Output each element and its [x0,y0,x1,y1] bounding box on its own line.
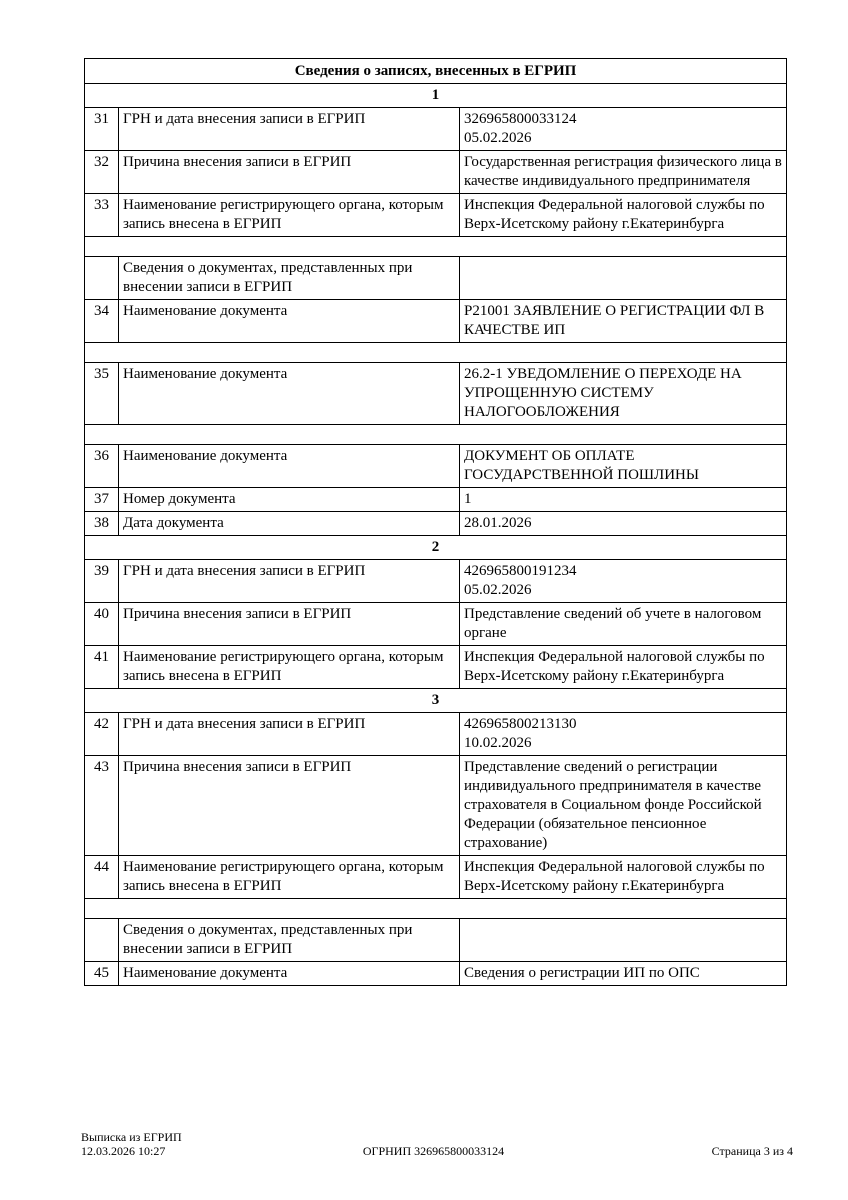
value-line: 05.02.2026 [464,582,532,598]
footer-datetime: 12.03.2026 10:27 [81,1144,166,1158]
table-row [85,300,787,343]
row-number-cell: 37 [85,488,119,512]
value-line: Р21001 ЗАЯВЛЕНИЕ О РЕГИСТРАЦИИ ФЛ В КАЧЕСТВЕ ИП [464,303,765,338]
row-label-cell: Наименование регистрирующего органа, которым запись внесена в ЕГРИП [119,646,460,689]
row-value-cell [460,300,787,343]
record-section-row [85,536,787,560]
row-label-cell: ГРН и дата внесения записи в ЕГРИП [119,713,460,756]
table-row [85,108,787,151]
value-line: Инспекция Федеральной налоговой службы по Верх-Исетскому району г.Екатеринбурга [464,649,765,684]
value-line: ДОКУМЕНТ ОБ ОПЛАТЕ ГОСУДАРСТВЕННОЙ ПОШЛИНЫ [464,448,699,483]
row-label-cell: Наименование регистрирующего органа, которым запись внесена в ЕГРИП [119,856,460,899]
table-title: Сведения о записях, внесенных в ЕГРИП [85,59,787,84]
row-number-cell: 35 [85,363,119,425]
row-value-cell [460,856,787,899]
value-line: Представление сведений об учете в налоговом органе [464,606,762,641]
table-row [85,194,787,237]
row-value-cell [460,962,787,986]
row-value-cell [460,363,787,425]
row-label-cell: Причина внесения записи в ЕГРИП [119,151,460,194]
row-number-cell: 40 [85,603,119,646]
row-number-cell: 43 [85,756,119,856]
row-label-cell: ГРН и дата внесения записи в ЕГРИП [119,560,460,603]
value-line: 1 [464,491,472,507]
value-line: 426965800213130 [464,716,577,732]
table-row [85,560,787,603]
row-value-cell [460,194,787,237]
row-number-cell: 38 [85,512,119,536]
value-line: 26.2-1 УВЕДОМЛЕНИЕ О ПЕРЕХОДЕ НА УПРОЩЕННУЮ СИСТЕМУ НАЛОГООБЛОЖЕНИЯ [464,366,742,420]
table-row [85,756,787,856]
footer-doc-type: Выписка из ЕГРИП [81,1130,182,1144]
row-number-cell: 33 [85,194,119,237]
value-line: Государственная регистрация физического лица в качестве индивидуального предпринимателя [464,154,782,189]
row-value-cell [460,512,787,536]
spacer-cell [85,343,787,363]
table-row [85,646,787,689]
table-row [85,856,787,899]
row-number-cell: 45 [85,962,119,986]
record-section-number: 2 [85,536,787,560]
row-number-cell: 31 [85,108,119,151]
row-label-cell: Наименование документа [119,962,460,986]
row-label-cell: Причина внесения записи в ЕГРИП [119,603,460,646]
row-value-cell [460,108,787,151]
row-value-cell [460,445,787,488]
row-value-cell [460,713,787,756]
row-label-cell: Причина внесения записи в ЕГРИП [119,756,460,856]
row-number-cell: 44 [85,856,119,899]
row-number-cell: 34 [85,300,119,343]
table-row [85,363,787,425]
row-value-cell [460,919,787,962]
record-section-row [85,689,787,713]
table-row [85,257,787,300]
row-label-cell: Наименование документа [119,445,460,488]
table-row [85,512,787,536]
value-line: 28.01.2026 [464,515,532,531]
value-line: 426965800191234 [464,563,577,579]
row-label-cell: Дата документа [119,512,460,536]
spacer-cell [85,425,787,445]
value-line: Сведения о регистрации ИП по ОПС [464,965,700,981]
row-label-cell: Сведения о документах, представленных при внесении записи в ЕГРИП [119,257,460,300]
row-label-cell: Сведения о документах, представленных при внесении записи в ЕГРИП [119,919,460,962]
table-row [85,445,787,488]
table-row [85,919,787,962]
value-line: 05.02.2026 [464,130,532,146]
row-label-cell: Наименование документа [119,300,460,343]
row-value-cell [460,603,787,646]
egrip-records-table [84,58,787,986]
row-number-cell [85,919,119,962]
spacer-row [85,899,787,919]
record-section-number: 3 [85,689,787,713]
table-row [85,713,787,756]
row-number-cell: 39 [85,560,119,603]
table-title-row [85,59,787,84]
footer-page-number: Страница 3 из 4 [711,1144,793,1158]
spacer-cell [85,899,787,919]
row-number-cell: 36 [85,445,119,488]
row-value-cell [460,646,787,689]
record-section-row [85,84,787,108]
value-line: 326965800033124 [464,111,577,127]
row-label-cell: ГРН и дата внесения записи в ЕГРИП [119,108,460,151]
row-number-cell: 32 [85,151,119,194]
row-number-cell: 42 [85,713,119,756]
table-row [85,603,787,646]
table-row [85,151,787,194]
row-value-cell [460,151,787,194]
footer-ogrnip: ОГРНИП 326965800033124 [362,1144,505,1158]
row-number-cell [85,257,119,300]
row-label-cell: Наименование регистрирующего органа, которым запись внесена в ЕГРИП [119,194,460,237]
spacer-row [85,343,787,363]
spacer-row [85,237,787,257]
value-line: Инспекция Федеральной налоговой службы по Верх-Исетскому району г.Екатеринбурга [464,197,765,232]
spacer-cell [85,237,787,257]
row-value-cell [460,488,787,512]
value-line: Представление сведений о регистрации индивидуального предпринимателя в качестве страхователя в Социальном фонде Российской Федерации (обязательное пенсионное страхование) [464,759,762,851]
row-value-cell [460,756,787,856]
row-value-cell [460,560,787,603]
row-label-cell: Наименование документа [119,363,460,425]
spacer-row [85,425,787,445]
value-line: 10.02.2026 [464,735,532,751]
row-label-cell: Номер документа [119,488,460,512]
row-number-cell: 41 [85,646,119,689]
table-row [85,962,787,986]
record-section-number: 1 [85,84,787,108]
table-row [85,488,787,512]
row-value-cell [460,257,787,300]
value-line: Инспекция Федеральной налоговой службы по Верх-Исетскому району г.Екатеринбурга [464,859,765,894]
